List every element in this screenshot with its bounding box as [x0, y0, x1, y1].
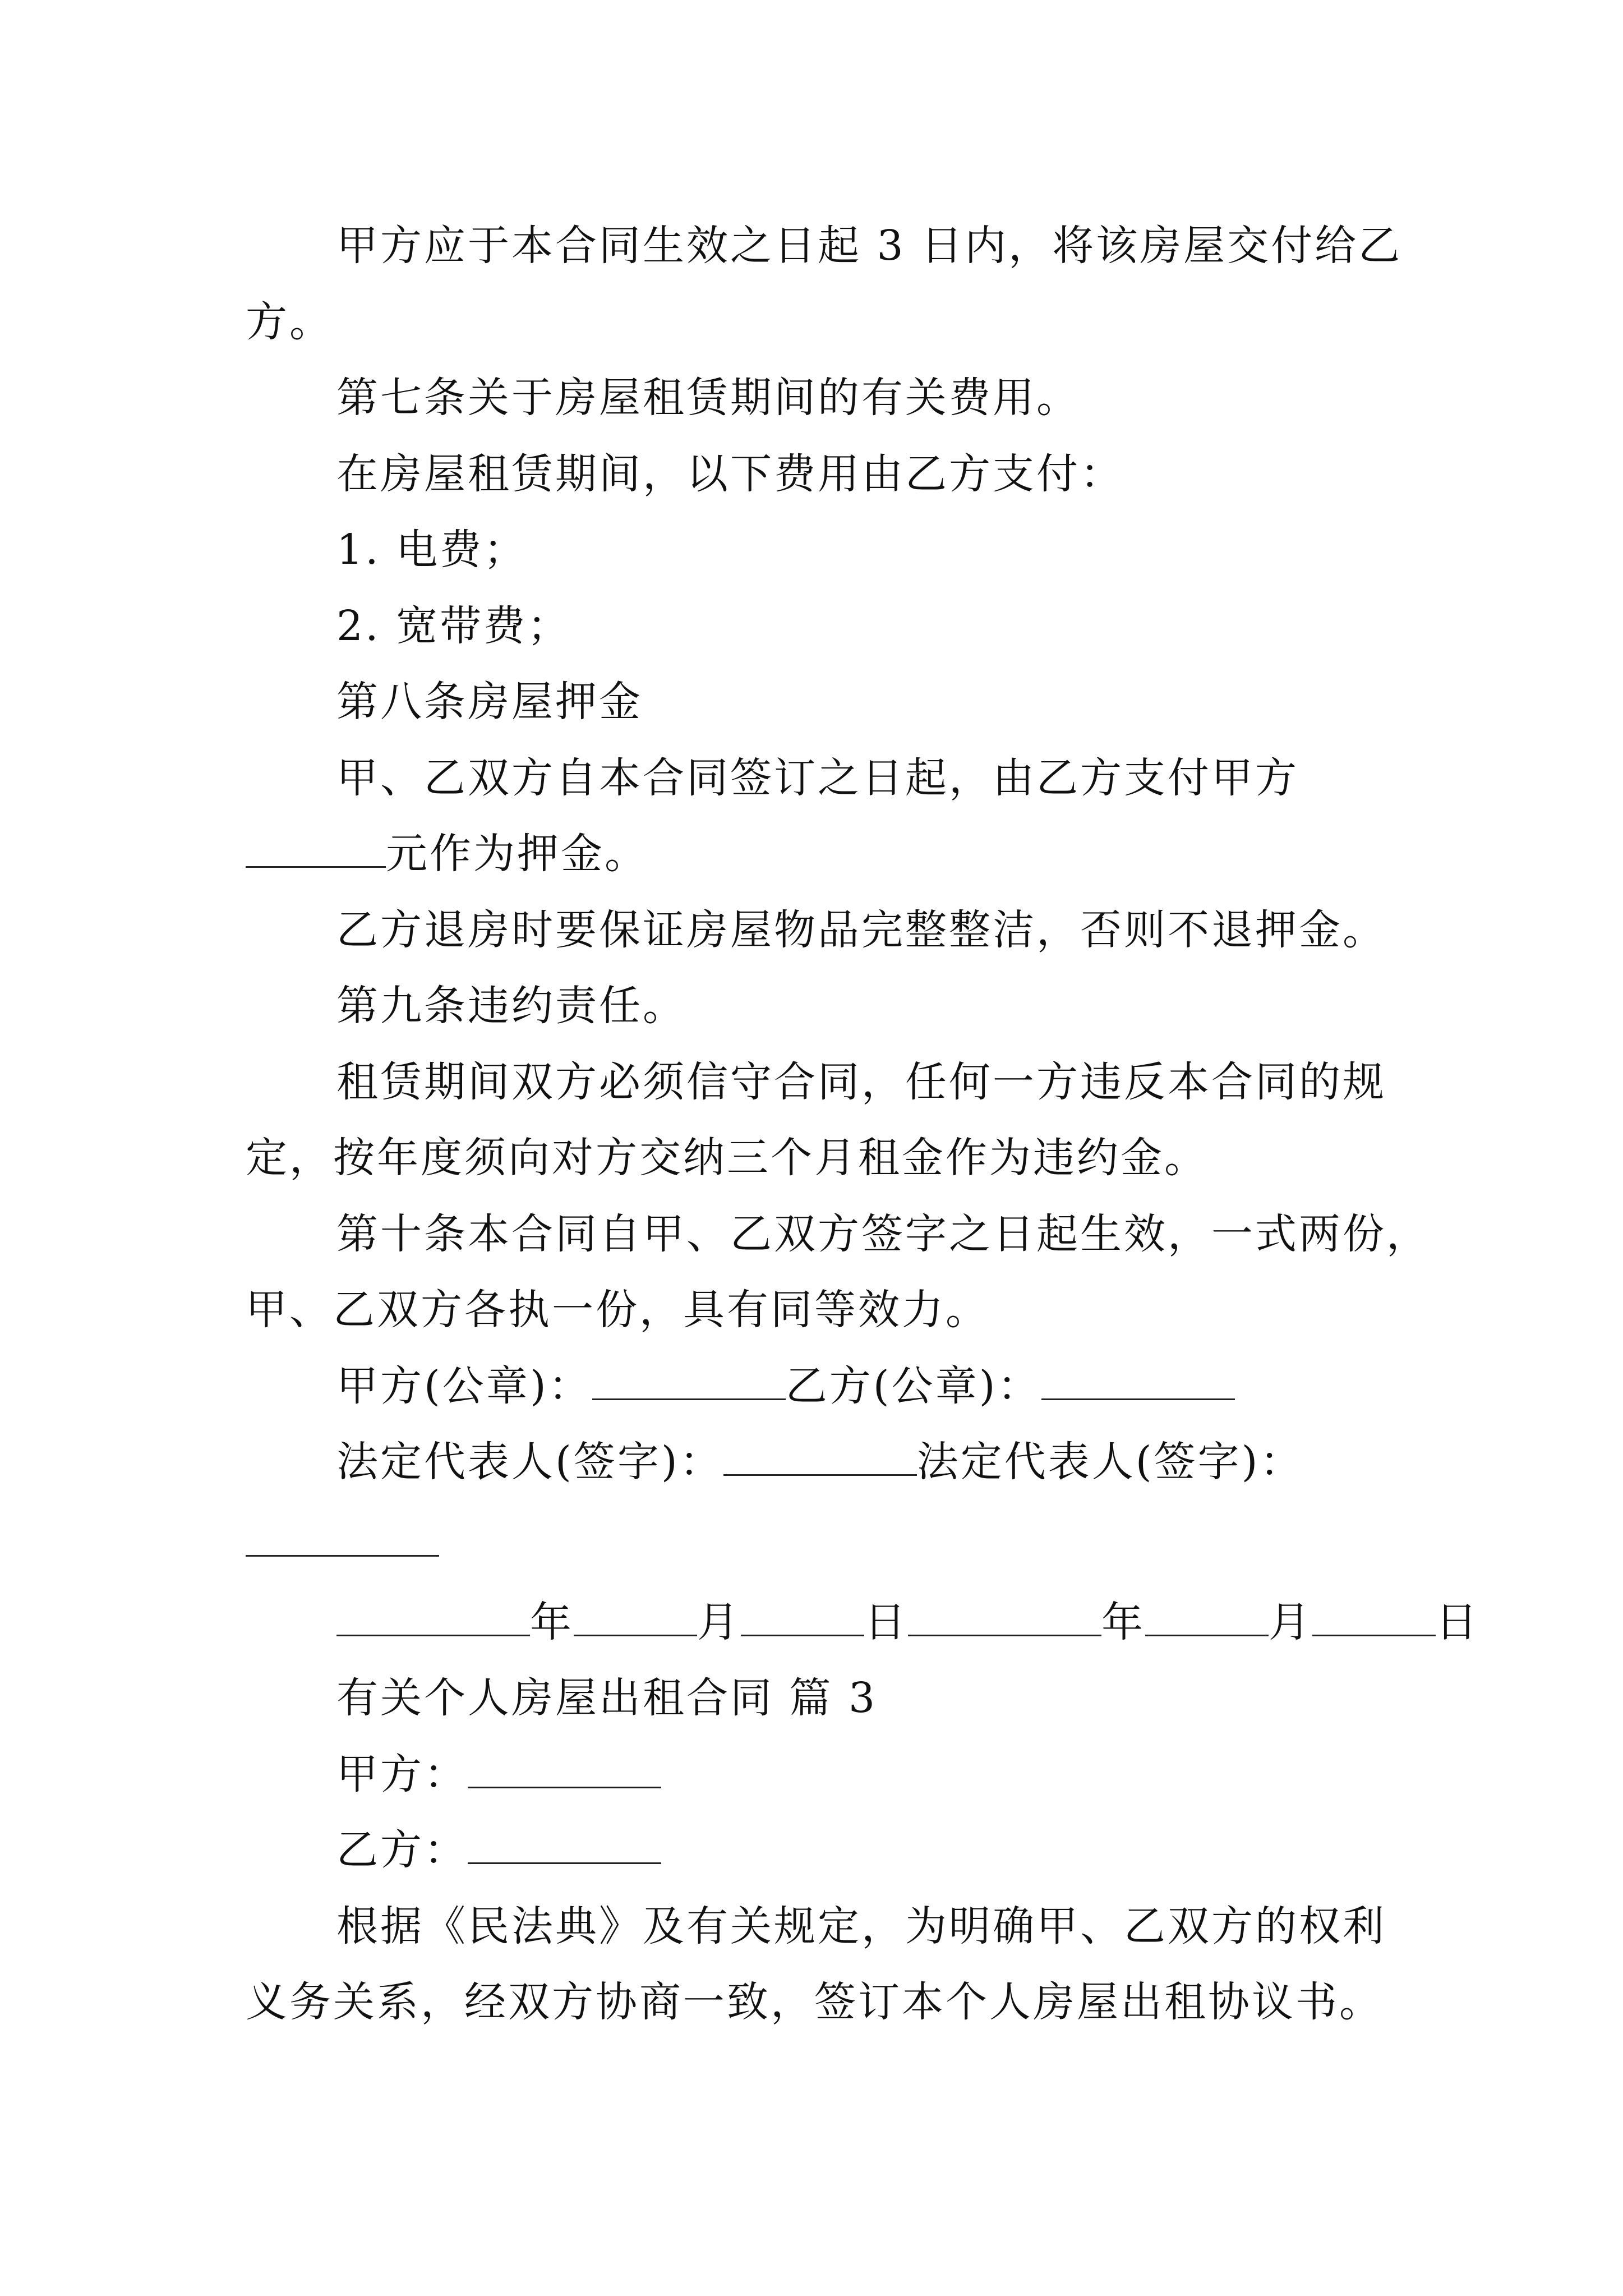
party-b-blank [468, 1823, 661, 1864]
party-b-month-label: 月 [1269, 1598, 1312, 1646]
paragraph-delivery-line1: 甲方应于本合同生效之日起 3 日内，将该房屋交付给乙 [336, 222, 1403, 270]
party-b-month-blank [1145, 1595, 1269, 1636]
article-9-title: 第九条违约责任。 [336, 982, 686, 1030]
article-8-refund-condition: 乙方退房时要保证房屋物品完整整洁，否则不退押金。 [336, 906, 1386, 954]
article-9-line1: 租赁期间双方必须信守合同，任何一方违反本合同的规 [336, 1058, 1386, 1106]
party-a-seal-blank [592, 1359, 786, 1400]
party-b-year-blank [908, 1595, 1101, 1636]
party-a-blank [468, 1747, 661, 1788]
party-a-day-label: 日 [864, 1598, 908, 1646]
article-10-line1: 第十条本合同自甲、乙双方签字之日起生效，一式两份， [336, 1210, 1430, 1258]
party-a-seal-label: 甲方(公章)： [336, 1362, 592, 1410]
article-7-title: 第七条关于房屋租赁期间的有关费用。 [336, 374, 1080, 422]
party-b-label: 乙方： [336, 1826, 468, 1874]
signature-seal-row [336, 1358, 1492, 1414]
deposit-amount-blank [246, 827, 386, 868]
party-a-year-blank [336, 1595, 530, 1636]
paragraph-delivery-line2: 方。 [246, 298, 333, 346]
party-a-year-label: 年 [530, 1598, 574, 1646]
party-b-rep-label: 法定代表人(签字)： [916, 1438, 1304, 1486]
signature-date-row [336, 1594, 1492, 1650]
party-a-rep-label: 法定代表人(签字)： [336, 1438, 723, 1486]
article-7-item-broadband: 2. 宽带费； [336, 602, 571, 650]
party-a-label: 甲方： [336, 1750, 468, 1798]
article-9-line2: 定，按年度须向对方交纳三个月租金作为违约金。 [246, 1134, 1208, 1182]
party-a-day-blank [741, 1595, 864, 1636]
article-8-deposit-line1: 甲、乙双方自本合同签订之日起，由乙方支付甲方 [336, 754, 1299, 802]
party-b-day-label: 日 [1436, 1598, 1479, 1646]
article-8-deposit-line2 [246, 826, 1401, 882]
preamble-line2: 义务关系，经双方协商一致，签订本个人房屋出租协议书。 [246, 1978, 1383, 2026]
representative-signature-row [336, 1434, 1492, 1490]
party-b-seal-label: 乙方(公章)： [785, 1362, 1041, 1410]
party-b-day-blank [1312, 1595, 1436, 1636]
party-b-rep-blank [246, 1516, 439, 1557]
party-b-seal-blank [1041, 1359, 1235, 1400]
article-10-line2: 甲、乙双方各执一份，具有同等效力。 [246, 1286, 989, 1334]
party-b-rep-blank-row [246, 1515, 1401, 1571]
party-a-rep-blank [723, 1435, 917, 1476]
preamble-line1: 根据《民法典》及有关规定，为明确甲、乙双方的权利 [336, 1902, 1386, 1950]
article-7-intro: 在房屋租赁期间，以下费用由乙方支付： [336, 450, 1124, 498]
contract-3-title: 有关个人房屋出租合同 篇 3 [336, 1674, 878, 1722]
party-a-row [336, 1746, 1492, 1802]
party-a-month-blank [574, 1595, 697, 1636]
party-b-year-label: 年 [1101, 1598, 1145, 1646]
article-7-item-electricity: 1. 电费； [336, 526, 528, 574]
article-8-title: 第八条房屋押金 [336, 678, 643, 726]
deposit-suffix: 元作为押金。 [386, 830, 648, 878]
party-a-month-label: 月 [697, 1598, 741, 1646]
party-b-row [336, 1822, 1492, 1878]
